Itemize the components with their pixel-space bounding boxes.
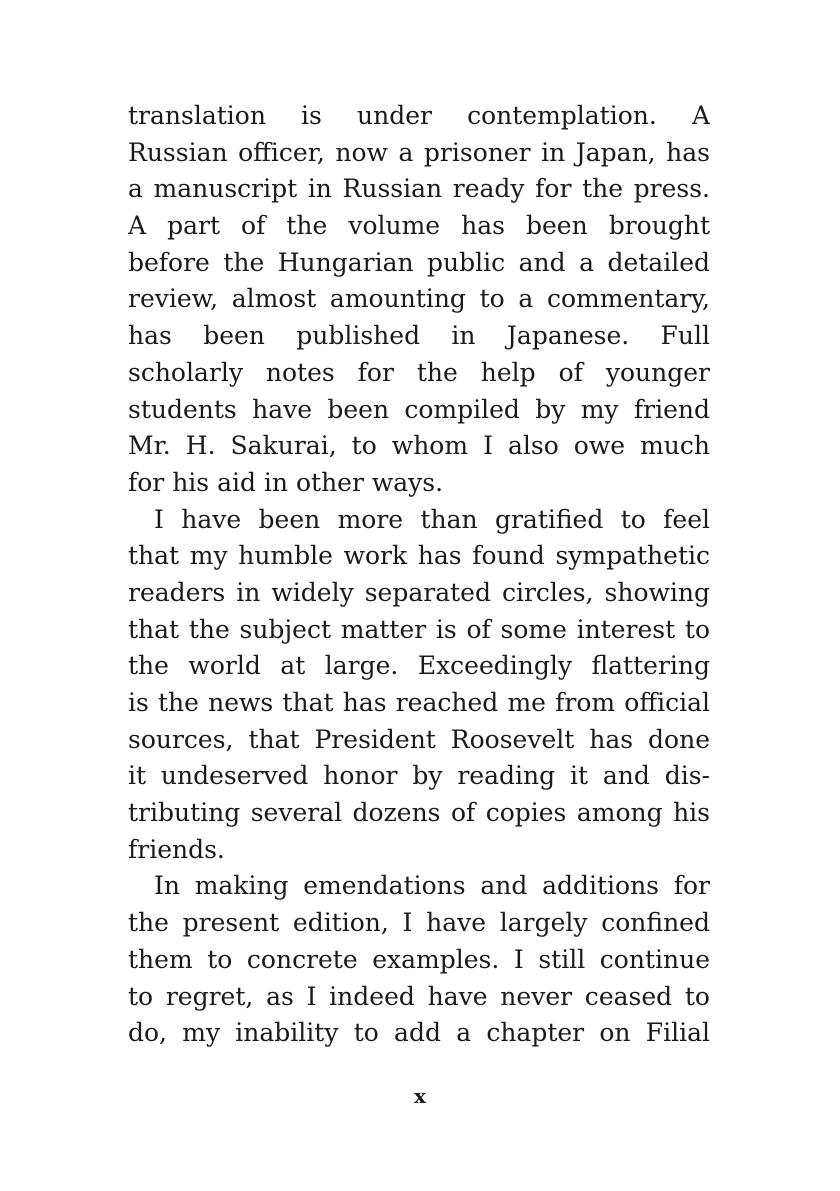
text-line: that the subject matter is of some interest to — [128, 614, 710, 644]
text-line: I have been more than gratified to feel — [154, 504, 710, 534]
text-line: has been published in Japanese. Full — [128, 321, 710, 351]
text-line: is the news that has reached me from official — [128, 688, 710, 717]
text-line: a manuscript in Russian ready for the press. — [128, 174, 710, 204]
paragraph-1 — [128, 98, 710, 502]
page-number: x — [414, 1084, 426, 1108]
text-line: In making emendations and additions for — [154, 871, 710, 901]
text-line: the world at large. Exceedingly flattering — [128, 651, 710, 681]
text-line: friends. — [128, 834, 225, 864]
text-line: for his aid in other ways. — [128, 467, 444, 497]
text-line: sources, that President Roosevelt has done — [128, 724, 710, 754]
text-line: to regret, as I indeed have never ceased to — [128, 981, 710, 1011]
text-line: translation is under contemplation. A — [128, 101, 710, 130]
text-line: tributing several dozens of copies among his — [128, 798, 710, 828]
text-line: A part of the volume has been brought — [128, 211, 710, 241]
text-line: scholarly notes for the help of younger — [128, 357, 710, 387]
paragraph-3 — [128, 868, 710, 1051]
text-line: before the Hungarian public and a detailed — [128, 247, 710, 277]
text-line: Mr. H. Sakurai, to whom I also owe much — [128, 431, 710, 461]
text-line: that my humble work has found sympathetic — [128, 541, 710, 571]
text-line: do, my inability to add a chapter on Filial — [128, 1018, 710, 1048]
text-line: readers in widely separated circles, showing — [128, 577, 710, 607]
text-line: review, almost amounting to a commentary, — [128, 284, 710, 314]
text-line: students have been compiled by my friend — [128, 394, 710, 424]
text-line: the present edition, I have largely confined — [128, 908, 710, 938]
text-line: it undeserved honor by reading it and dis- — [128, 761, 710, 791]
paragraph-2 — [128, 502, 710, 869]
text-line: Russian officer, now a prisoner in Japan, has — [128, 137, 710, 167]
text-line: them to concrete examples. I still continue — [128, 944, 710, 974]
body-text — [128, 98, 710, 1052]
